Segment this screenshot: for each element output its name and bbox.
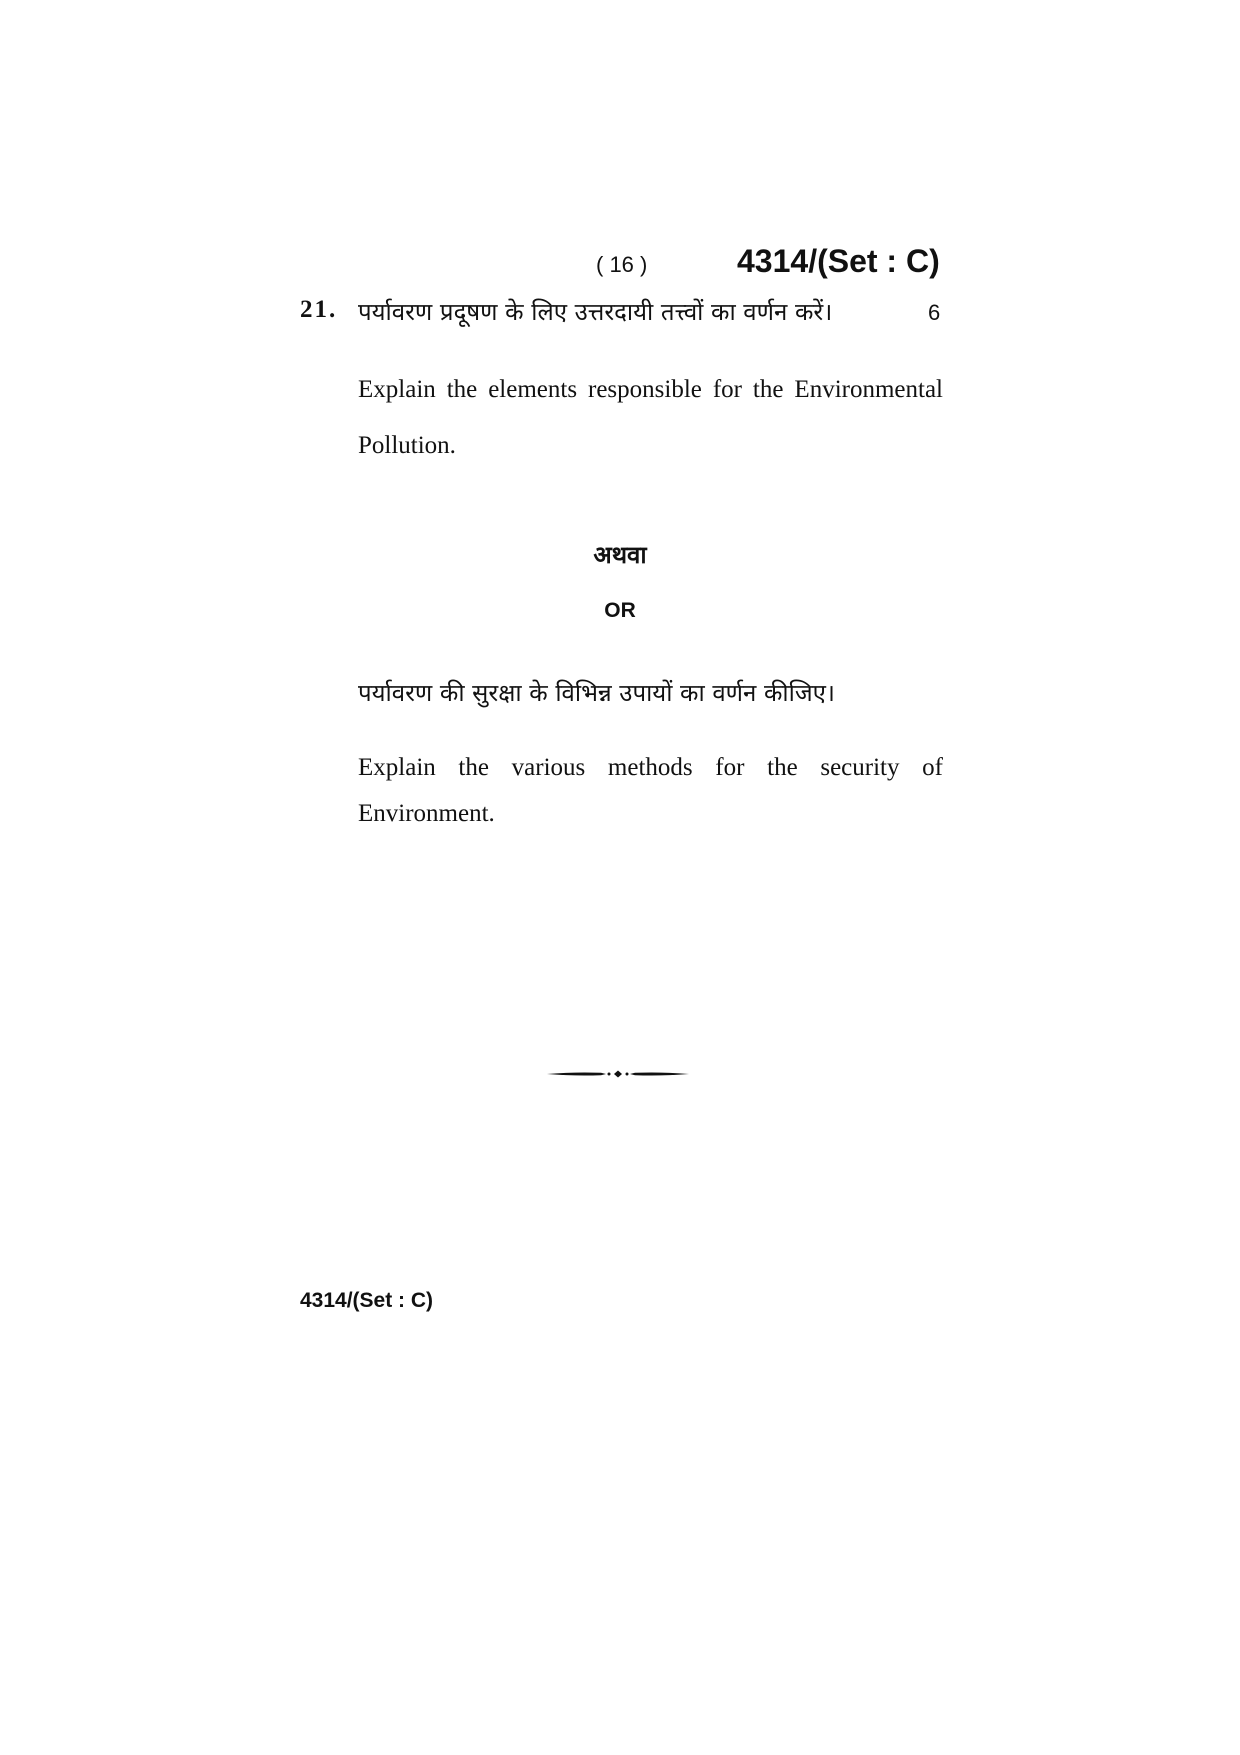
question-text-hindi: पर्यावरण प्रदूषण के लिए उत्तरदायी तत्त्वों का वर्णन करें। (358, 298, 833, 326)
alternative-question-english: Explain the various methods for the security of Environment. (358, 754, 943, 827)
alternative-question-hindi: पर्यावरण की सुरक्षा के विभिन्न उपायों का वर्णन कीजिए। (358, 679, 836, 707)
question-text-english: Explain the elements responsible for the Environmental Pollution. (358, 376, 943, 459)
or-separator-english: OR (604, 599, 636, 622)
page-number: ( 16 ) (596, 252, 648, 277)
end-ornament-divider (545, 1066, 691, 1082)
paper-code-header: 4314/(Set : C) (737, 243, 940, 279)
paper-code-footer: 4314/(Set : C) (300, 1289, 434, 1312)
question-number: 21. (300, 296, 338, 323)
or-separator-hindi: अथवा (593, 541, 647, 569)
question-marks: 6 (928, 300, 941, 325)
